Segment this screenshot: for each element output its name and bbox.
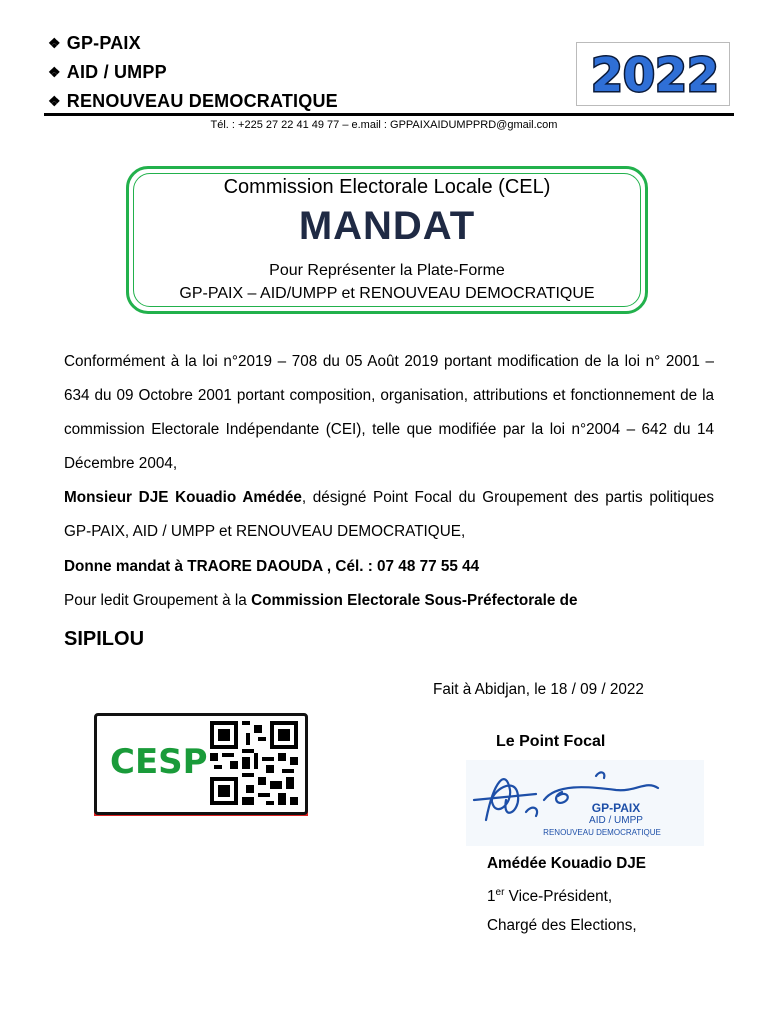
signer-role: 1er Vice-Président, (487, 887, 613, 906)
cesp-label: CESP (110, 742, 208, 782)
signer-name: Amédée Kouadio DJE (487, 855, 646, 872)
purpose-line: Pour ledit Groupement à la Commission Electorale Sous-Préfectorale de (64, 592, 578, 609)
year-graphic (577, 43, 729, 105)
contact-line: Tél. : +225 27 22 41 49 77 – e.mail : GPPAIXAIDUMPPRD@gmail.com (210, 119, 558, 131)
place-name: SIPILOU (64, 628, 145, 650)
signature-graphic (466, 760, 704, 846)
header-rule (44, 113, 734, 116)
qr-code-icon (210, 721, 298, 805)
party-item: ❖ RENOUVEAU DEMOCRATIQUE (48, 91, 338, 111)
signer-role-detail: Chargé des Elections, (487, 917, 637, 934)
signature-stroke (486, 779, 518, 820)
diamond-bullet-icon: ❖ (48, 93, 61, 109)
signature-stroke (556, 792, 568, 803)
signature-stamp (466, 760, 704, 846)
diamond-bullet-icon: ❖ (48, 35, 61, 51)
mandat-heading: MANDAT (298, 204, 476, 248)
party-list (48, 29, 338, 116)
signature-stroke (474, 794, 536, 800)
legal-paragraph: Conformément à la loi n°2019 – 708 du 05 Août 2019 portant modification de la loi n° 2001 – 634 du 09 Octobre 2001 portant composition, organisation, attributions et fonctionnement de la commission Electorale Indépendante (CEI), telle que modifiée par la loi n°2004 – 642 du 14 Décembre 2004, (64, 353, 714, 472)
stamp-line: AID / UMPP (589, 815, 643, 826)
appointer-name: Monsieur DJE Kouadio Amédée (64, 489, 302, 506)
mandate-line: Donne mandat à TRAORE DAOUDA , Cél. : 07 48 77 55 44 (64, 558, 480, 575)
focal-title: Le Point Focal (496, 733, 606, 750)
stamp-line: RENOUVEAU DEMOCRATIQUE (543, 828, 661, 837)
cel-subtitle: Pour Représenter la Plate-Forme (269, 262, 505, 279)
year-text: 2022 (590, 48, 720, 102)
signature-stroke (526, 808, 537, 816)
qr-code-graphic (210, 721, 298, 805)
date-line: Fait à Abidjan, le 18 / 09 / 2022 (433, 681, 644, 698)
cel-subtitle-platform: GP-PAIX – AID/UMPP et RENOUVEAU DEMOCRATIQUE (179, 285, 595, 302)
party-item: ❖ GP-PAIX (48, 33, 141, 53)
cel-title: Commission Electorale Locale (CEL) (223, 176, 551, 198)
stamp-line: GP-PAIX (591, 801, 641, 815)
signature-stroke (596, 772, 604, 778)
appointer-paragraph: Monsieur DJE Kouadio Amédée, désigné Point Focal du Groupement des partis politiques GP-PAIX, AID / UMPP et RENOUVEAU DEMOCRATIQUE, (64, 489, 714, 540)
party-item: ❖ AID / UMPP (48, 62, 167, 82)
diamond-bullet-icon: ❖ (48, 64, 61, 80)
year-logo (576, 42, 730, 106)
